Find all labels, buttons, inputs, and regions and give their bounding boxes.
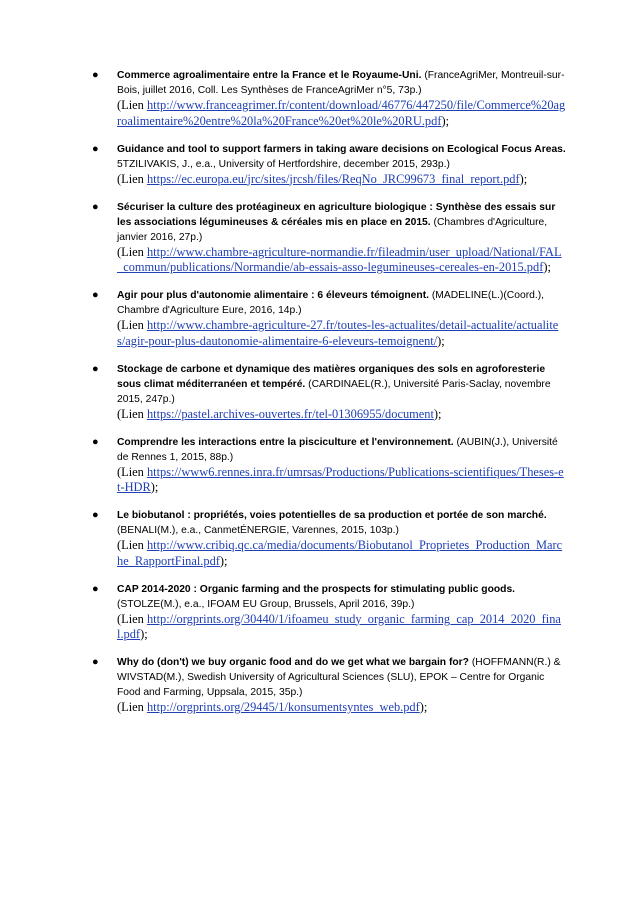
bullet-icon: ● [92, 200, 99, 213]
list-item [0, 582, 638, 643]
entry-title: Guidance and tool to support farmers in taking aware decisions on Ecological Focus Areas. [117, 143, 566, 155]
entry-title: Sécuriser la culture des protéagineux en agriculture biologique : Synthèse des essais sur les associations légumineuses & céréales mis en place en 2015. [117, 201, 556, 228]
link-suffix: ); [419, 700, 428, 714]
bullet-icon: ● [92, 69, 99, 81]
link-prefix: (Lien [117, 318, 147, 332]
list-item [0, 435, 638, 496]
link-suffix: ); [150, 480, 159, 494]
link-prefix: (Lien [117, 700, 147, 714]
link-prefix: (Lien [117, 171, 147, 186]
list-item [0, 362, 638, 423]
entry-details: 5TZILIVAKIS, J., e.a., University of Hertfordshire, december 2015, 293p.) [117, 158, 450, 170]
link-prefix: (Lien [117, 611, 147, 626]
entry-details: (HOFFMANN(R.) & WIVSTAD(M.), Swedish University of Agricultural Sciences (SLU), EPOK – Centre for Organic Food and Farming, Uppsala, 2015, 35p.) [117, 657, 561, 698]
link-prefix: (Lien [117, 406, 147, 421]
entry-details: (STOLZE(M.), e.a., IFOAM EU Group, Brussels, April 2016, 39p.) [117, 598, 415, 610]
list-item [0, 200, 638, 276]
document-link[interactable]: http://www.franceagrimer.fr/content/download/46776/447250/file/Commerce%20agroalimentaire%20entre%20la%20France%20et%20le%20RU.pdf [117, 98, 566, 128]
document-link[interactable]: http://www.chambre-agriculture-normandie.fr/fileadmin/user_upload/National/FAL_commun/publications/Normandie/ab-essais-asso-legumineuses-cereales-en-2015.pdf [117, 244, 562, 274]
list-item [0, 142, 638, 188]
document-link[interactable]: http://www.chambre-agriculture-27.fr/toutes-les-actualites/detail-actualite/actualites/agir-pour-plus-dautonomie-alimentaire-6-eleveurs-temoignent/ [117, 318, 559, 348]
entry-title: Commerce agroalimentaire entre la France et le Royaume-Uni. [117, 70, 422, 81]
entry-details: (CARDINAEL(R.), Université Paris-Saclay, novembre 2015, 247p.) [117, 378, 551, 405]
link-suffix: ); [543, 260, 551, 274]
document-link[interactable]: https://pastel.archives-ouvertes.fr/tel-01306955/document [146, 406, 434, 421]
document-link[interactable]: https://www6.rennes.inra.fr/umrsas/Productions/Publications-scientifiques/Theses-et-HDR [117, 464, 564, 494]
bullet-icon: ● [92, 142, 99, 155]
link-suffix: ); [219, 553, 228, 568]
entry-details: (Chambres d'Agriculture, janvier 2016, 27p.) [117, 216, 548, 243]
bullet-icon: ● [92, 289, 99, 301]
link-prefix: (Lien [117, 464, 147, 479]
entry-details: (MADELINE(L.)(Coord.), Chambre d'Agriculture Eure, 2016, 14p.) [117, 290, 544, 316]
entry-title: Comprendre les interactions entre la pisciculture et l'environnement. [117, 436, 454, 448]
bullet-icon: ● [92, 582, 99, 595]
bullet-icon: ● [92, 435, 99, 448]
entry-title: Le biobutanol : propriétés, voies potentielles de sa production et portée de son marché. [117, 510, 547, 521]
document-link[interactable]: http://orgprints.org/30440/1/ifoameu_study_organic_farming_cap_2014_2020_final.pdf [117, 611, 561, 641]
link-suffix: ); [433, 406, 442, 421]
link-prefix: (Lien [117, 538, 147, 552]
document-link[interactable]: http://www.cribiq.qc.ca/media/documents/Biobutanol_Proprietes_Production_Marche_RapportFinal.pdf [117, 538, 563, 568]
list-item [0, 655, 638, 716]
bibliography-list [0, 68, 638, 728]
link-suffix: ); [519, 171, 528, 186]
entry-title: Stockage de carbone et dynamique des matières organiques des sols en agroforesterie sous climat méditerranéen et tempéré. [117, 363, 546, 390]
link-suffix: ); [437, 333, 445, 348]
bullet-icon: ● [92, 509, 99, 521]
entry-details: (FranceAgriMer, Montreuil-sur-Bois, juillet 2016, Coll. Les Synthèses de FranceAgriMer n°5, 73p.) [117, 70, 565, 96]
entry-title: Agir pour plus d'autonomie alimentaire : 6 éleveurs témoignent. [117, 290, 429, 301]
entry-details: (AUBIN(J.), Université de Rennes 1, 2015, 88p.) [117, 436, 558, 463]
entry-title: Why do (don't) we buy organic food and do we get what we bargain for? [117, 657, 469, 668]
link-suffix: ); [140, 627, 148, 641]
document-link[interactable]: https://ec.europa.eu/jrc/sites/jrcsh/files/ReqNo_JRC99673_final_report.pdf [146, 171, 520, 186]
link-prefix: (Lien [117, 244, 147, 259]
entry-details: (BENALI(M.), e.a., CanmetÉNERGIE, Varennes, 2015, 103p.) [117, 525, 399, 536]
document-link[interactable]: http://orgprints.org/29445/1/konsumentsyntes_web.pdf [146, 700, 420, 714]
link-suffix: ); [441, 113, 450, 128]
list-item [0, 508, 638, 569]
link-prefix: (Lien [117, 98, 147, 112]
entry-title: CAP 2014-2020 : Organic farming and the prospects for stimulating public goods. [117, 583, 516, 595]
bullet-icon: ● [92, 656, 99, 668]
list-item [0, 68, 638, 129]
list-item [0, 288, 638, 349]
bullet-icon: ● [92, 362, 99, 375]
